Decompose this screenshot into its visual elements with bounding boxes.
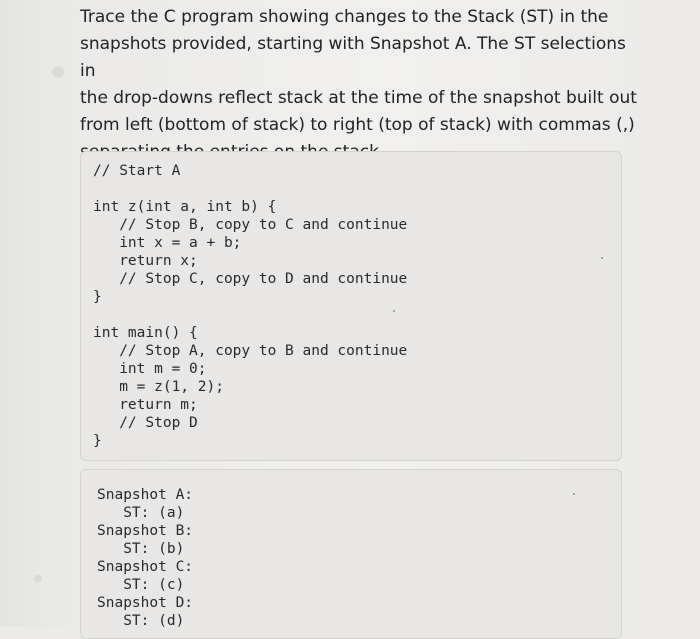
snapshot-line: Snapshot C:	[97, 559, 194, 575]
question-prompt	[80, 4, 640, 166]
code-line: return x;	[93, 253, 198, 269]
code-text	[93, 162, 407, 450]
code-line	[93, 180, 407, 198]
code-line: int m = 0;	[93, 361, 207, 377]
code-line	[93, 306, 407, 324]
code-line: m = z(1, 2);	[93, 379, 224, 395]
gutter-dot	[34, 575, 42, 583]
code-line: // Start A	[93, 163, 181, 179]
code-line: int z(int a, int b) {	[93, 199, 277, 215]
fleck	[393, 310, 395, 312]
snapshot-line: ST: (b)	[97, 541, 185, 557]
code-line: }	[93, 289, 102, 305]
code-line: // Stop A, copy to B and continue	[93, 343, 408, 359]
snapshot-block	[80, 469, 622, 639]
snapshot-line: Snapshot D:	[97, 595, 194, 611]
prompt-line: the drop-downs reflect stack at the time of the snapshot built out	[80, 88, 637, 108]
fleck	[601, 257, 603, 259]
snapshot-text	[97, 486, 193, 630]
left-margin	[0, 0, 58, 627]
code-line: // Stop B, copy to C and continue	[93, 217, 408, 233]
snapshot-line: ST: (c)	[97, 577, 185, 593]
snapshot-line: ST: (a)	[97, 505, 185, 521]
snapshot-line: ST: (d)	[97, 613, 185, 629]
code-line: // Stop C, copy to D and continue	[93, 271, 408, 287]
code-block	[80, 151, 622, 461]
code-line: }	[93, 433, 102, 449]
code-line: int x = a + b;	[93, 235, 242, 251]
code-line: // Stop D	[93, 415, 198, 431]
gutter-dot	[52, 66, 64, 78]
prompt-line: from left (bottom of stack) to right (top of stack) with commas (,)	[80, 115, 635, 135]
fleck	[573, 493, 575, 495]
prompt-line: snapshots provided, starting with Snapshot A. The ST selections in	[80, 34, 626, 81]
code-line: int main() {	[93, 325, 198, 341]
snapshot-line: Snapshot A:	[97, 487, 194, 503]
snapshot-line: Snapshot B:	[97, 523, 194, 539]
code-line: return m;	[93, 397, 198, 413]
prompt-line: Trace the C program showing changes to the Stack (ST) in the	[80, 7, 609, 27]
